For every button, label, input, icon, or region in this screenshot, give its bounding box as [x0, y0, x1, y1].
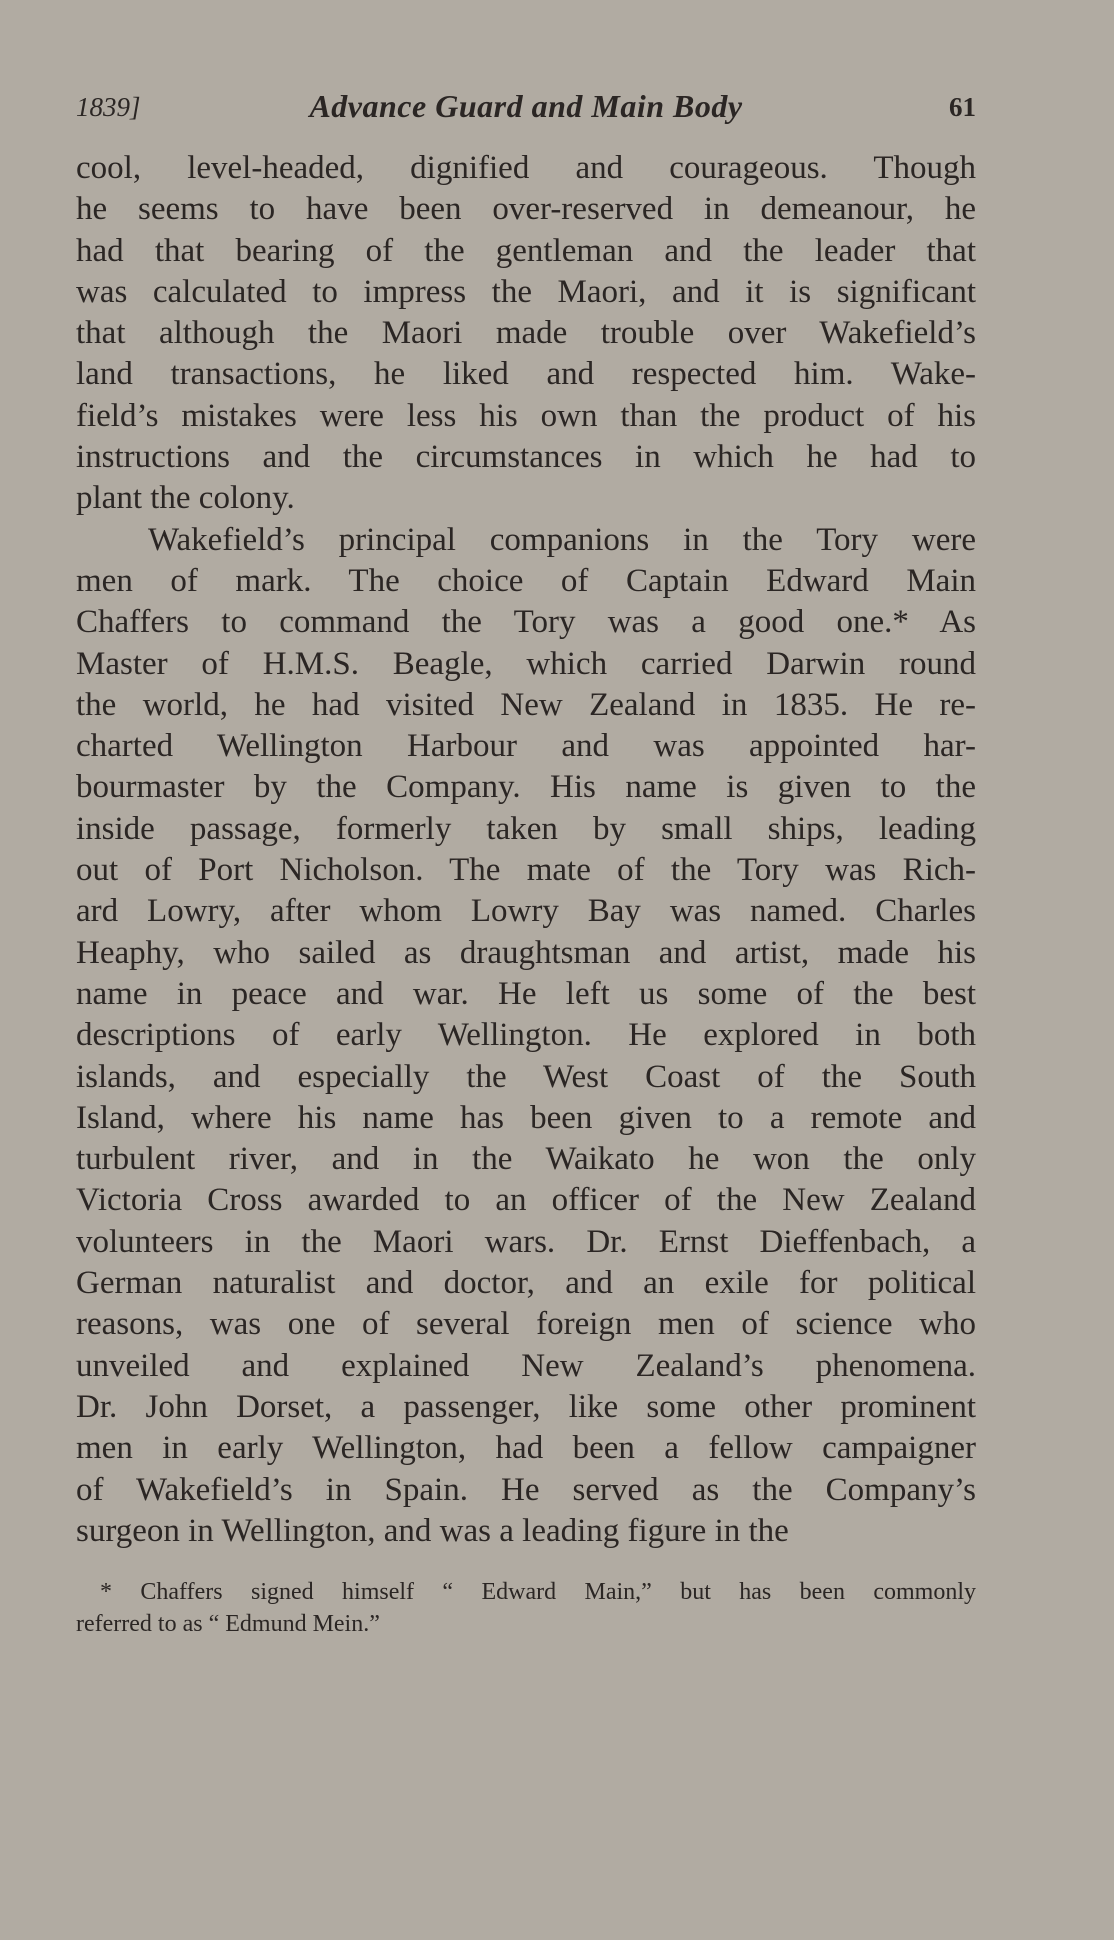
- footnote: [76, 1576, 976, 1640]
- text-line: unveiled and explained New Zealand’s phenomena.: [76, 1347, 976, 1384]
- text-line: he seems to have been over-reserved in demeanour, he: [76, 191, 976, 228]
- running-title: Advance Guard and Main Body: [309, 88, 743, 124]
- text-line: Victoria Cross awarded to an officer of the New Zealand: [76, 1182, 976, 1219]
- text-line: reasons, was one of several foreign men of science who: [76, 1306, 976, 1343]
- text-line: field’s mistakes were less his own than the product of his: [76, 397, 976, 434]
- body-text: [76, 148, 976, 1552]
- text-line: was calculated to impress the Maori, and it is significant: [76, 273, 976, 310]
- text-line: Heaphy, who sailed as draughtsman and artist, made his: [76, 934, 976, 971]
- text-line: Wakefield’s principal companions in the Tory were: [148, 521, 976, 558]
- text-line: name in peace and war. He left us some of the best: [76, 975, 976, 1012]
- text-line: volunteers in the Maori wars. Dr. Ernst Dieffenbach, a: [76, 1223, 976, 1260]
- text-line: of Wakefield’s in Spain. He served as the Company’s: [76, 1471, 976, 1508]
- text-line: men in early Wellington, had been a fellow campaigner: [76, 1430, 976, 1467]
- footnote-line: * Chaffers signed himself “ Edward Main,” but has been commonly: [100, 1579, 976, 1605]
- text-line: plant the colony.: [76, 480, 295, 517]
- text-line: that although the Maori made trouble over Wakefield’s: [76, 315, 976, 352]
- text-line: cool, level-headed, dignified and courageous. Though: [76, 150, 976, 186]
- text-line: bourmaster by the Company. His name is given to the: [76, 769, 976, 806]
- text-line: islands, and especially the West Coast of the South: [76, 1058, 976, 1095]
- running-header: [76, 88, 976, 138]
- text-line: out of Port Nicholson. The mate of the Tory was Rich-: [76, 852, 976, 889]
- text-line: had that bearing of the gentleman and the leader that: [76, 232, 976, 269]
- text-line: turbulent river, and in the Waikato he won the only: [76, 1141, 976, 1178]
- text-line: instructions and the circumstances in which he had to: [76, 439, 976, 476]
- text-line: inside passage, formerly taken by small ships, leading: [76, 810, 976, 847]
- text-line: men of mark. The choice of Captain Edward Main: [76, 562, 976, 599]
- text-line: Dr. John Dorset, a passenger, like some other prominent: [76, 1388, 976, 1425]
- text-line: German naturalist and doctor, and an exile for political: [76, 1265, 976, 1302]
- page-number: 61: [949, 92, 976, 122]
- text-line: Island, where his name has been given to a remote and: [76, 1099, 976, 1136]
- footnote-line: referred to as “ Edmund Mein.”: [76, 1611, 380, 1637]
- text-line: ard Lowry, after whom Lowry Bay was named. Charles: [76, 893, 976, 930]
- text-line: land transactions, he liked and respected him. Wake-: [76, 356, 976, 393]
- text-line: Master of H.M.S. Beagle, which carried Darwin round: [76, 645, 976, 682]
- header-year: 1839]: [76, 92, 141, 122]
- text-line: charted Wellington Harbour and was appointed har-: [76, 728, 976, 765]
- text-line: surgeon in Wellington, and was a leading figure in the: [76, 1512, 789, 1549]
- text-line: Chaffers to command the Tory was a good one.* As: [76, 604, 976, 641]
- text-line: descriptions of early Wellington. He explored in both: [76, 1017, 976, 1054]
- text-line: the world, he had visited New Zealand in 1835. He re-: [76, 686, 976, 723]
